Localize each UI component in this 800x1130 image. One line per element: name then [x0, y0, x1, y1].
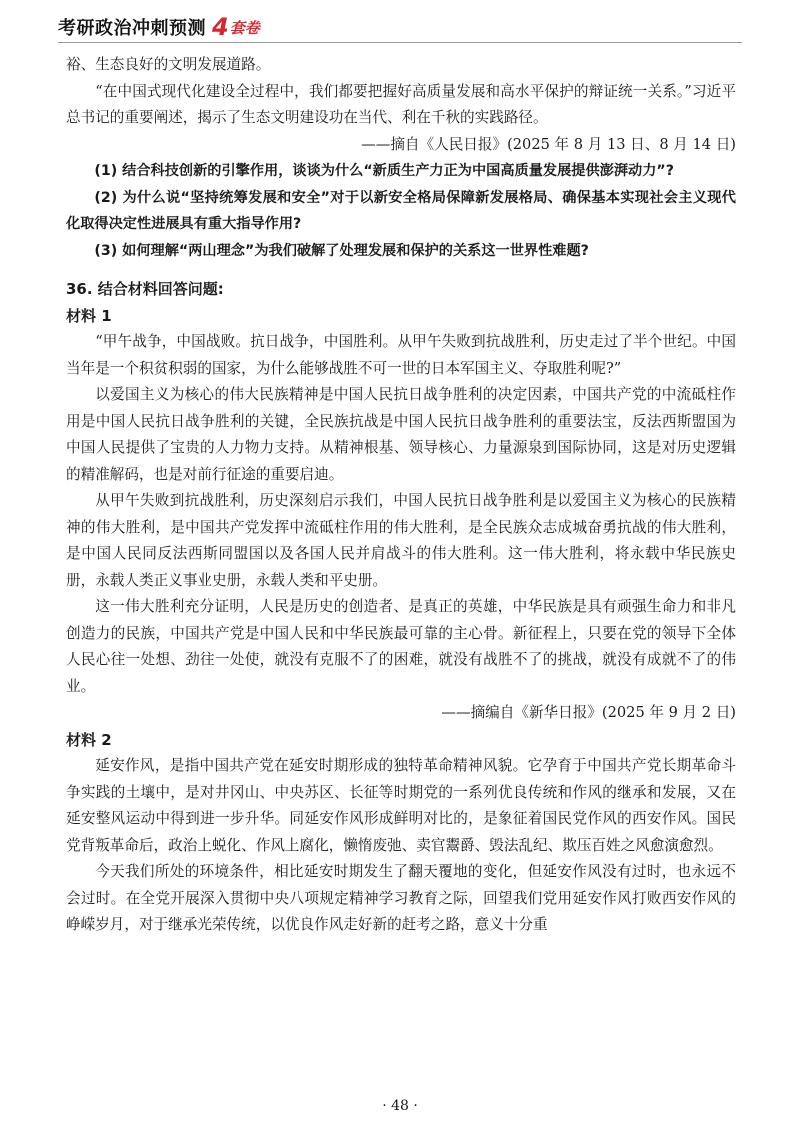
source-citation-1: ——摘自《人民日报》(2025 年 8 月 13 日、8 月 14 日) — [361, 135, 736, 153]
header-title: 考研政治冲刺预测 — [58, 18, 206, 39]
page-number: · 48 · — [382, 1098, 418, 1114]
document-body — [66, 52, 736, 939]
logo-number: 4 — [212, 13, 229, 41]
material-1-paragraph-4: 这一伟大胜利充分证明，人民是历史的创造者、是真正的英雄，中华民族是具有顽强生命力和非凡创造力的民族，中国共产党是中国人民和中华民族最可靠的主心骨。新征程上，只要在党的领导下全体人民心往一处想、劲往一处使，就没有克服不了的困难，就没有战胜不了的挑战，就没有成就不了的伟业。 — [66, 598, 736, 695]
header-divider — [58, 42, 742, 43]
material-2-paragraph-2: 今天我们所处的环境条件，相比延安时期发生了翻天覆地的变化，但延安作风没有过时，也永远不会过时。在全党开展深入贯彻中央八项规定精神学习教育之际，回望我们党用延安作风打败西安作风的峥嵘岁月，对于继承光荣传统，以优良作风走好新的赶考之路，意义十分重 — [66, 863, 736, 933]
question-3: (3) 如何理解“两山理念”为我们破解了处理发展和保护的关系这一世界性难题? — [94, 242, 589, 259]
question-2: (2) 为什么说“坚持统筹发展和安全”对于以新安全格局保障新发展格局、确保基本实现社会主义现代化取得决定性进展具有重大指导作用? — [66, 189, 736, 232]
material-1-paragraph-3: 从甲午失败到抗战胜利，历史深刻启示我们，中国人民抗日战争胜利是以爱国主义为核心的民族精神的伟大胜利，是中国共产党发挥中流砥柱作用的伟大胜利，是全民族众志成城奋勇抗战的伟大胜利，是中国人民同反法西斯同盟国以及各国人民并肩战斗的伟大胜利。这一伟大胜利，将永载中华民族史册，永载人类正义事业史册，永载人类和平史册。 — [66, 492, 736, 589]
quote-paragraph: “在中国式现代化建设全过程中，我们都要把握好高质量发展和高水平保护的辩证统一关系。”习近平总书记的重要阐述，揭示了生态文明建设功在当代、利在千秋的实践路径。 — [66, 82, 736, 126]
question-36-heading: 36. 结合材料回答问题: — [66, 280, 224, 298]
page-header — [58, 12, 260, 42]
brand-logo — [212, 15, 260, 39]
source-citation-2: ——摘编自《新华日报》(2025 年 9 月 2 日) — [441, 704, 736, 721]
material-1-paragraph-2: 以爱国主义为核心的伟大民族精神是中国人民抗日战争胜利的决定因素，中国共产党的中流砥柱作用是中国人民抗日战争胜利的关键，全民族抗战是中国人民抗日战争胜利的重要法宝，反法西斯盟国为中国人民提供了宝贵的人力物力支持。从精神根基、领导核心、力量源泉到国际协同，这是对历史逻辑的精准解码，也是对前行征途的重要启迪。 — [66, 386, 736, 483]
continued-paragraph: 裕、生态良好的文明发展道路。 — [66, 56, 271, 73]
question-1: (1) 结合科技创新的引擎作用，谈谈为什么“新质生产力正为中国高质量发展提供澎湃动力”? — [94, 163, 674, 179]
material-1-paragraph-1: “甲午战争，中国战败。抗日战争，中国胜利。从甲午失败到抗战胜利，历史走过了半个世纪。中国当年是一个积贫积弱的国家，为什么能够战胜不可一世的日本军国主义、夺取胜利呢?” — [66, 333, 736, 377]
material-2-title: 材料 2 — [66, 730, 112, 749]
material-1-title: 材料 1 — [66, 306, 112, 325]
material-2-paragraph-1: 延安作风，是指中国共产党在延安时期形成的独特革命精神风貌。它孕育于中国共产党长期革命斗争实践的土壤中，是对井冈山、中央苏区、长征等时期党的一系列优良传统和作风的继承和发展，又在延安整风运动中得到进一步升华。同延安作风形成鲜明对比的，是象征着国民党作风的西安作风。国民党背叛革命后，政治上蜕化、作风上腐化，懒惰废弛、卖官鬻爵、毁法乱纪、欺压百姓之风愈演愈烈。 — [66, 757, 736, 854]
logo-text: 套卷 — [229, 18, 260, 37]
